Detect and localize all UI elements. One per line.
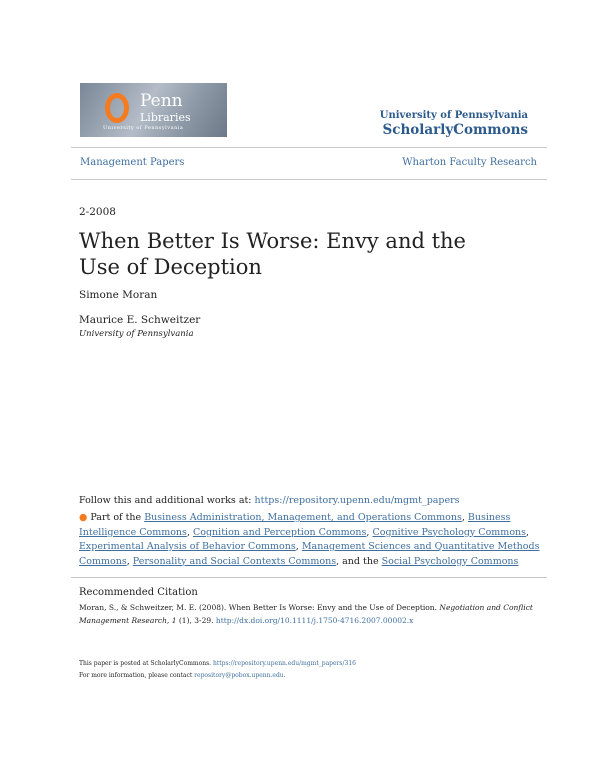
divider — [71, 147, 547, 148]
nav-wharton-faculty[interactable]: Wharton Faculty Research — [402, 157, 537, 168]
brand-line1: University of Pennsylvania — [379, 110, 528, 121]
contact-line — [79, 672, 286, 679]
nav-management-papers[interactable]: Management Papers — [80, 157, 185, 168]
citation-heading: Recommended Citation — [79, 587, 198, 598]
paper-title: When Better Is Worse: Envy and the Use of Deception — [79, 229, 466, 279]
commons-link[interactable]: Experimental Analysis of Behavior Commons — [79, 541, 296, 552]
author-affiliation: University of Pennsylvania — [79, 329, 194, 339]
follow-label: Follow this and additional works at: — [79, 495, 252, 506]
commons-link[interactable]: Social Psychology Commons — [381, 555, 519, 567]
posted-link[interactable]: https://repository.upenn.edu/mgmt_papers/316 — [213, 660, 356, 667]
posted-line — [79, 660, 356, 667]
citation-text — [79, 601, 549, 627]
and-the: and the — [342, 555, 379, 567]
open-access-icon — [105, 93, 129, 123]
date: 2-2008 — [79, 206, 116, 218]
penn-libraries-logo[interactable] — [80, 83, 227, 137]
contact-label: For more information, please contact — [79, 672, 193, 679]
part-of-label: Part of the — [90, 512, 142, 523]
commons-link[interactable]: Personality and Social Contexts Commons — [132, 555, 337, 567]
follow-link[interactable]: https://repository.upenn.edu/mgmt_papers — [254, 495, 460, 506]
follow-line — [79, 494, 549, 509]
citation-issue: (1), 3-29. — [178, 616, 214, 625]
network-icon: ● — [79, 512, 88, 523]
divider — [71, 577, 547, 578]
posted-label: This paper is posted at ScholarlyCommons. — [79, 660, 212, 667]
commons-link[interactable]: Management Sciences and Quantitative Methods Commons — [79, 541, 540, 567]
citation-main: Moran, S., & Schweitzer, M. E. (2008). When Better Is Worse: Envy and the Use of Deception. — [79, 603, 437, 612]
part-of-block: ● Part of the Business Administration, Management, and Operations Commons, Business Intelligence Commons, Cognition and Perception Commons, Cognitive Psychology Commons, Experimental Analysis of Behavior Commons, Management Sciences and Quantitative Methods Commons, Personality and Social Contexts Commons, and the Social Psychology Commons — [79, 512, 540, 567]
commons-link[interactable]: Cognitive Psychology Commons — [372, 526, 527, 538]
author-name: Maurice E. Schweitzer — [79, 314, 201, 326]
commons-link[interactable]: Business Intelligence Commons — [79, 512, 511, 538]
logo-text: Penn — [140, 91, 183, 111]
citation-journal: Negotiation and Conflict Management Research, 1 — [79, 603, 533, 625]
divider — [71, 179, 547, 180]
doi-link[interactable]: http://dx.doi.org/10.1111/j.1750-4716.2007.00002.x — [215, 616, 414, 625]
author-name: Simone Moran — [79, 289, 158, 301]
brand-line2[interactable]: ScholarlyCommons — [382, 122, 528, 138]
commons-link[interactable]: Cognition and Perception Commons — [192, 526, 367, 538]
commons-link[interactable]: Business Administration, Management, and Operations Commons — [144, 512, 462, 523]
email-link[interactable]: repository@pobox.upenn.edu. — [194, 672, 286, 679]
logo-sub: Libraries — [140, 111, 191, 124]
logo-univ: University of Pennsylvania — [103, 125, 184, 131]
